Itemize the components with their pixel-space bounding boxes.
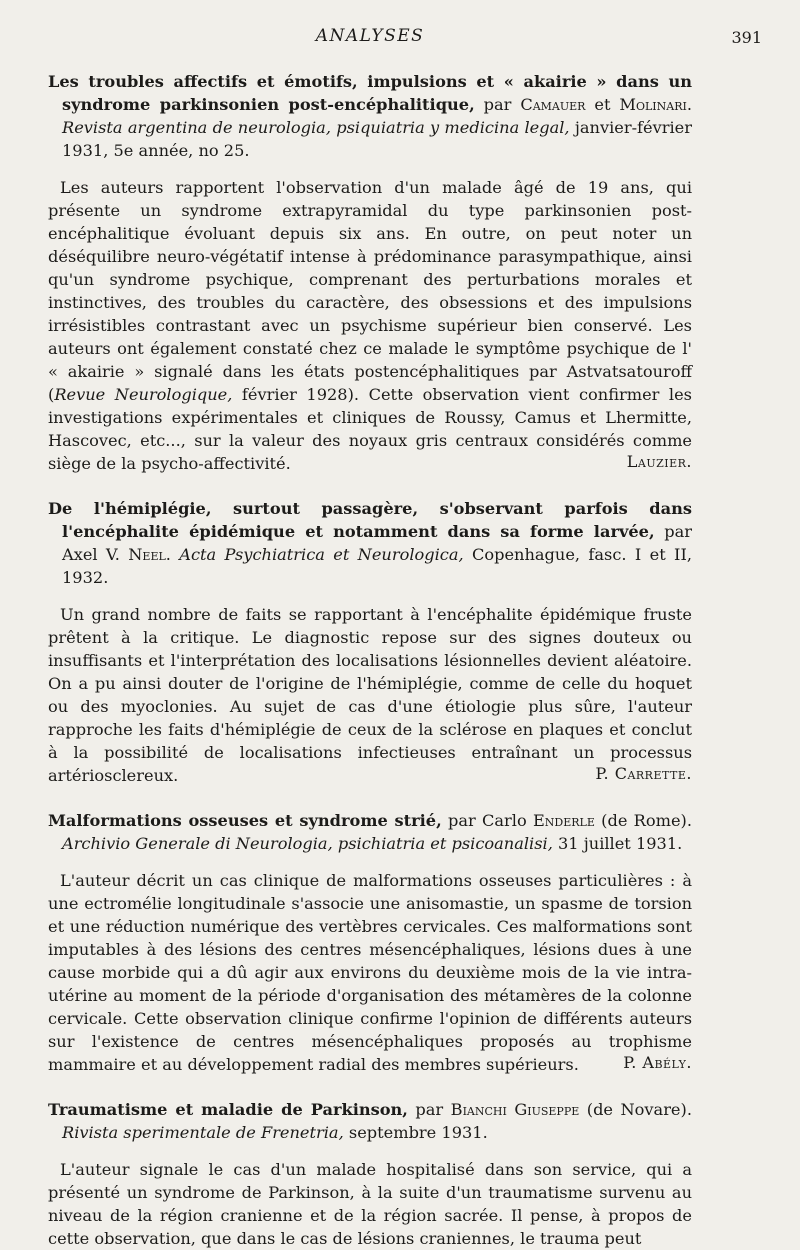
journal-name: Rivista sperimentale de Frenetria, <box>62 1123 344 1142</box>
and-word: et <box>594 95 611 114</box>
section-title: ANALYSES <box>315 26 425 46</box>
by-word: par <box>415 1100 444 1119</box>
author-name: Bianchi Giuseppe <box>450 1100 580 1119</box>
review-heading <box>48 497 692 589</box>
review-title: De l'hémiplégie, surtout passagère, s'observant parfois dans l'encéphalite épidémique et notamment dans sa forme larvée, <box>48 499 692 541</box>
author-name: Neel. <box>128 545 171 564</box>
review-title: Traumatisme et maladie de Parkinson, <box>48 1100 408 1119</box>
reviewer-signature: P. Abély. <box>623 1053 692 1072</box>
review-body: L'auteur décrit un cas clinique de malformations osseuses particulières : à une ectromélie longitudinale s'associe une anisomastie, un spasme de torsion et une réduction numérique des vertèbres cervicales. Ces malformations sont imputables à des lésions des centres mésencéphaliques, lésions dues à une cause morbide qui a dû agir aux environs du deuxième mois de la vie intra-utérine au moment de la période d'organisation des métamères de la colonne cervicale. Cette observation clinique confirme l'opinion de différents auteurs sur l'existence de centres mésencéphaliques proposés au trophisme mammaire et au développement radial des membres supérieurs. <box>48 871 692 1074</box>
source-details: septembre 1931. <box>348 1123 488 1142</box>
review-4 <box>48 1098 692 1250</box>
journal-name: Revista argentina de neurologia, psiquiatria y medicina legal, <box>62 118 570 137</box>
review-heading <box>48 809 692 855</box>
journal-name: Acta Psychiatrica et Neurologica, <box>179 545 464 564</box>
by-word: par Carlo <box>447 811 527 830</box>
review-body: Un grand nombre de faits se rapportant à l'encéphalite épidémique fruste prêtent à la critique. Le diagnostic repose sur des signes douteux ou insuffisants et l'interprétation des localisations lésionnelles devient aléatoire. On a pu ainsi douter de l'origine de l'hémiplégie, comme de celle du hoquet ou des myoclonies. Au sujet de cas d'une étiologie plus sûre, l'auteur rapproche les faits d'hémiplégie de ceux de la sclérose en plaques et conclut à la possibilité de localisations infectieuses entraînant un processus artériosclereux. <box>48 605 692 785</box>
review-1 <box>48 70 692 471</box>
review-body: L'auteur signale le cas d'un malade hospitalisé dans son service, qui a présenté un syndrome de Parkinson, à la suite d'un traumatisme survenu au niveau de la région cranienne et de la région sacrée. Il pense, à propos de cette observation, que dans le cas de lésions craniennes, le trauma peut <box>48 1160 692 1248</box>
reviewer-signature: Lauzier. <box>626 452 692 471</box>
author-location: (de Novare). <box>586 1100 692 1119</box>
page-number: 391 <box>731 28 762 47</box>
review-heading <box>48 70 692 162</box>
author-location: (de Rome). <box>601 811 692 830</box>
review-title: Malformations osseuses et syndrome strié, <box>48 811 442 830</box>
journal-name: Archivio Generale di Neurologia, psichiatria et psicoanalisi, <box>62 834 553 853</box>
running-header <box>48 22 762 52</box>
by-word: par Axel V. <box>62 522 692 564</box>
review-2 <box>48 497 692 783</box>
reviewer-signature: P. Carrette. <box>595 764 692 783</box>
author-name: Enderle <box>532 811 595 830</box>
body-text: Les auteurs rapportent l'observation d'un malade âgé de 19 ans, qui présente un syndrome extrapyramidal du type parkinsonien post-encéphalitique évoluant depuis six ans. En outre, on peut noter un déséquilibre neuro-végétatif intense à prédominance parasympathique, ainsi qu'un syndrome psychique, comprenant des perturbations morales et instinctives, des troubles du caractère, des obsessions et des impulsions irrésistibles contrastant avec un psychisme supérieur bien conservé. Les auteurs ont également constaté chez ce malade le symptôme psychique de l' « akairie » signalé dans les états postencéphalitiques par Astvatsatouroff ( <box>48 178 692 404</box>
review-3 <box>48 809 692 1072</box>
author-name: Molinari. <box>619 95 692 114</box>
source-details: janvier-février 1931, 5e année, no 25. <box>62 118 692 160</box>
source-details: Copenhague, fasc. I et II, 1932. <box>62 545 692 587</box>
author-name: Camauer <box>520 95 586 114</box>
source-details: 31 juillet 1931. <box>558 834 683 853</box>
body-text-end: février 1928). Cette observation vient confirmer les investigations expérimentales et cliniques de Roussy, Camus et Lhermitte, Hascovec, etc..., sur la valeur des noyaux gris centraux considérés comme siège de la psycho-affectivité. <box>48 385 692 473</box>
review-heading <box>48 1098 692 1144</box>
cited-journal: Revue Neurologique, <box>54 385 233 404</box>
review-body <box>48 176 692 475</box>
by-word: par <box>483 95 512 114</box>
review-title: Les troubles affectifs et émotifs, impulsions et « akairie » dans un syndrome parkinsonien post-encéphalitique, <box>48 72 692 114</box>
